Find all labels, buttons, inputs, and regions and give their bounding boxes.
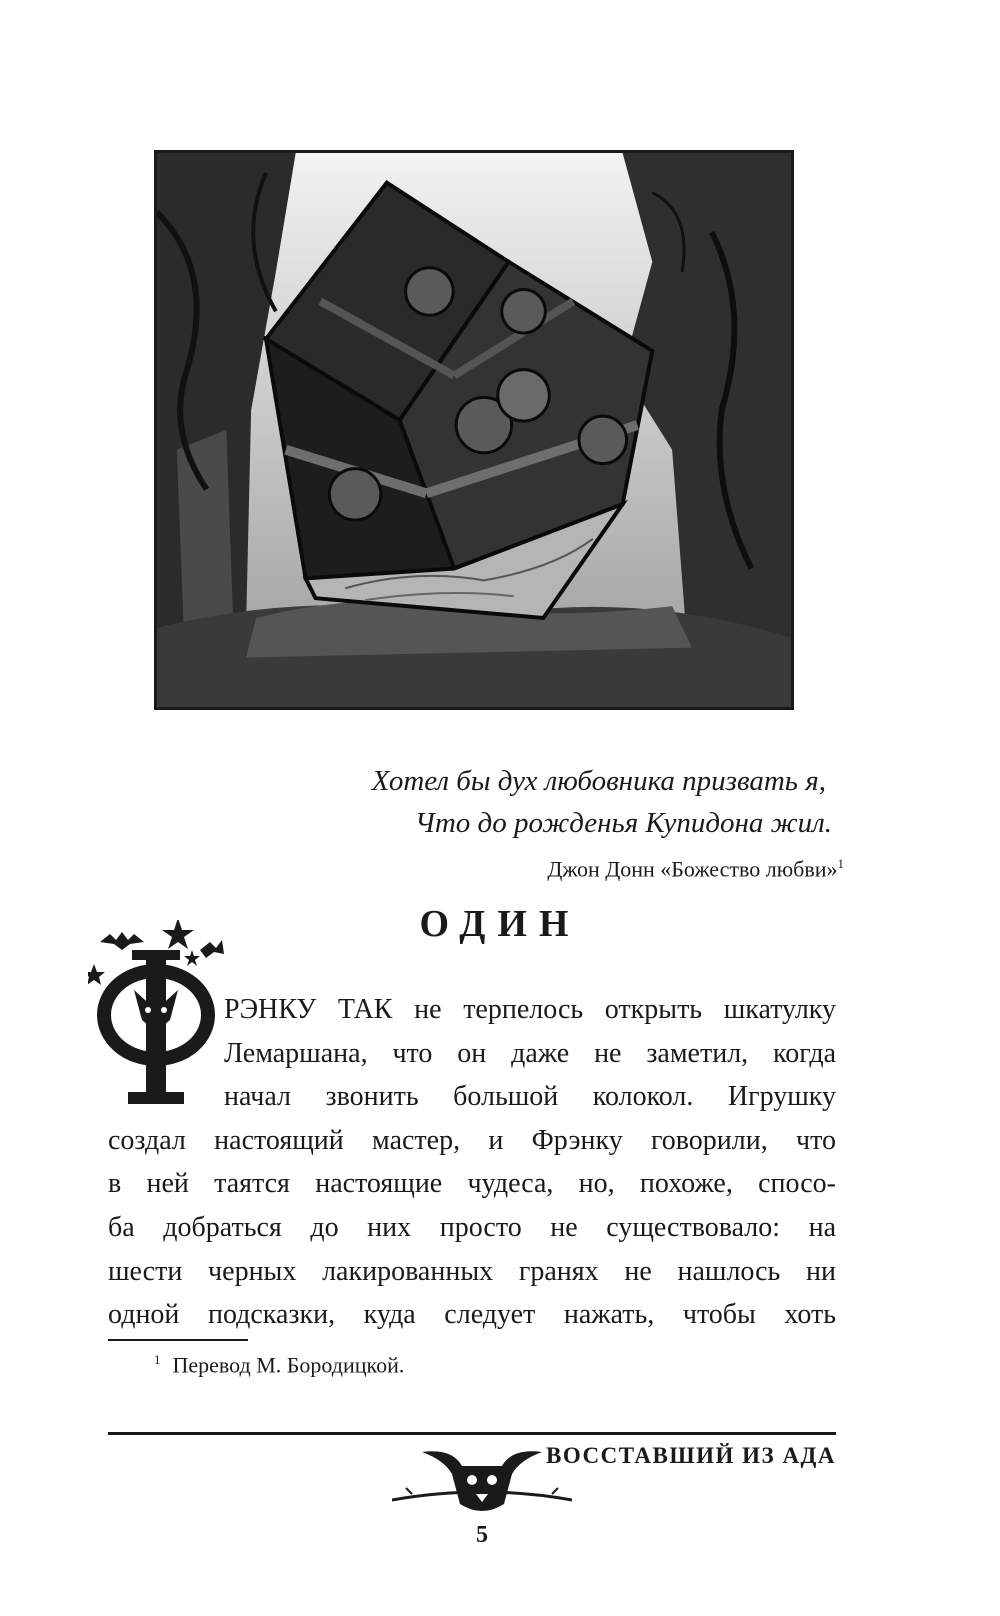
text-line: РЭНКУ ТАК не терпелось открыть шкатулку <box>224 994 836 1025</box>
skull-ornament-icon <box>392 1444 572 1524</box>
text-line: шести черных лакированных гранях не нашлось ни <box>108 1255 836 1287</box>
star-icon <box>162 920 194 949</box>
footnote <box>154 1352 404 1378</box>
footnote-divider <box>108 1339 248 1341</box>
footnote-mark: 1 <box>154 1352 161 1367</box>
page-number: 5 <box>476 1522 488 1548</box>
chapter-title: ОДИН <box>419 903 581 945</box>
text-line: одной подсказки, куда следует нажать, чтобы хоть <box>108 1299 836 1331</box>
star-icon <box>88 964 105 985</box>
epigraph <box>371 760 844 882</box>
footnote-reference[interactable]: 1 <box>837 856 844 871</box>
footnote-text: Перевод М. Бородицкой. <box>172 1352 405 1378</box>
epigraph-line-2: Что до рожденья Купидона жил. <box>414 807 832 839</box>
footer-divider <box>108 1432 836 1435</box>
text-line: создал настоящий мастер, и Фрэнку говорили, что <box>108 1124 836 1156</box>
star-icon <box>184 950 200 966</box>
text-line: в ней таятся настоящие чудеса, но, похоже, спосо- <box>108 1168 836 1200</box>
puzzle-box-illustration <box>157 153 791 707</box>
epigraph-line-1: Хотел бы дух любовника призвать я, <box>371 765 826 797</box>
bat-icon <box>100 932 144 950</box>
epigraph-attribution-text: Джон Донн «Божество любви» <box>547 856 838 882</box>
chapter-illustration <box>154 150 794 710</box>
bat-icon <box>200 940 224 958</box>
text-line: ба добраться до них просто не существовало: на <box>108 1211 836 1243</box>
running-title: ВОССТАВШИЙ ИЗ АДА <box>546 1443 836 1468</box>
text-line: начал звонить большой колокол. Игрушку <box>224 1081 836 1113</box>
body-text <box>108 988 836 1337</box>
text-line: Лемаршана, что он даже не заметил, когда <box>224 1037 836 1069</box>
epigraph-attribution <box>372 856 844 882</box>
